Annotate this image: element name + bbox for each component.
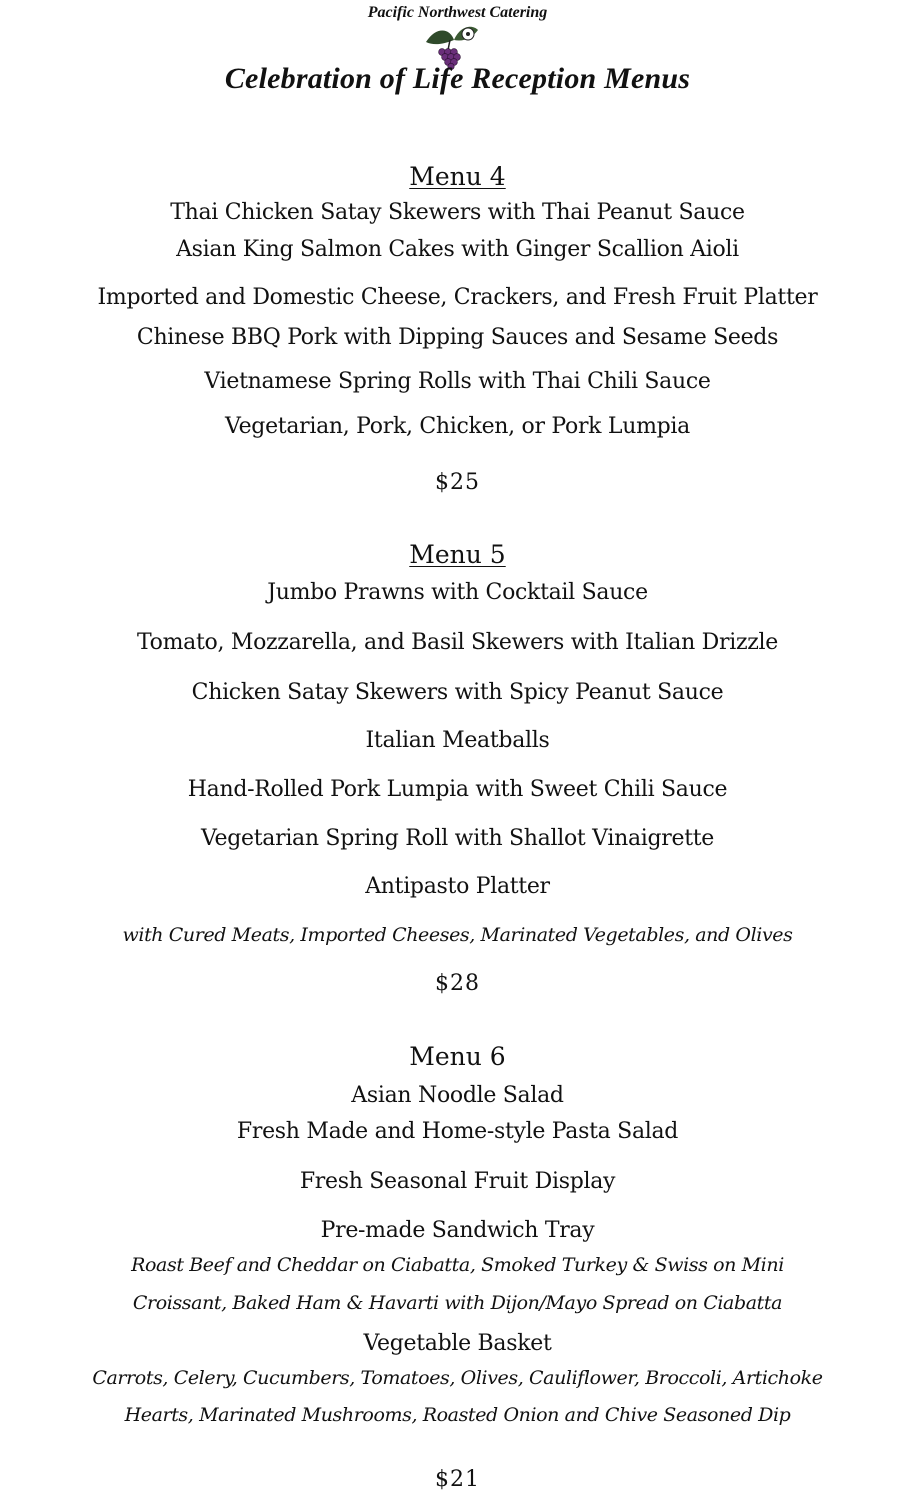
page-title: Celebration of Life Reception Menus (224, 62, 691, 95)
menu-6-note: Carrots, Celery, Cucumbers, Tomatoes, Olives, Cauliflower, Broccoli, Artichoke (92, 1367, 823, 1389)
menu-5-item: Tomato, Mozzarella, and Basil Skewers with Italian Drizzle (136, 630, 778, 655)
menu-5-item: Antipasto Platter (365, 874, 550, 899)
menu-4-item: Chinese BBQ Pork with Dipping Sauces and Sesame Seeds (136, 325, 779, 350)
menu-4-item: Vegetarian, Pork, Chicken, or Pork Lumpia (225, 414, 690, 439)
menu-5-item: Vegetarian Spring Roll with Shallot Vinaigrette (200, 826, 715, 851)
menu-5-item: Jumbo Prawns with Cocktail Sauce (267, 580, 648, 605)
menu-6-item: Fresh Made and Home-style Pasta Salad (236, 1119, 679, 1144)
menu-4-price: $25 (435, 470, 480, 495)
menu-5-price: $28 (435, 971, 480, 996)
menu-5-note: with Cured Meats, Imported Cheeses, Marinated Vegetables, and Olives (122, 924, 793, 946)
menu-4-item: Imported and Domestic Cheese, Crackers, and Fresh Fruit Platter (97, 285, 818, 310)
menu-4-heading: Menu 4 (409, 162, 506, 191)
menu-6-item: Asian Noodle Salad (351, 1083, 564, 1108)
menu-6-price: $21 (435, 1467, 480, 1492)
menu-4-item: Asian King Salmon Cakes with Ginger Scallion Aioli (176, 237, 739, 262)
menu-6-item: Fresh Seasonal Fruit Display (299, 1169, 616, 1194)
menu-6-note: Roast Beef and Cheddar on Ciabatta, Smoked Turkey & Swiss on Mini (131, 1254, 784, 1276)
menu-4-item: Thai Chicken Satay Skewers with Thai Peanut Sauce (170, 200, 745, 225)
menu-5-item: Chicken Satay Skewers with Spicy Peanut Sauce (191, 680, 724, 705)
menu-6-heading: Menu 6 (409, 1042, 506, 1071)
menu-6-item: Pre-made Sandwich Tray (320, 1218, 595, 1243)
menu-6-note: Hearts, Marinated Mushrooms, Roasted Onion and Chive Seasoned Dip (124, 1404, 791, 1426)
menu-5-item: Italian Meatballs (365, 728, 550, 753)
menu-6-item: Vegetable Basket (363, 1331, 552, 1356)
menu-5-heading: Menu 5 (409, 540, 506, 569)
menu-6-note: Croissant, Baked Ham & Havarti with Dijon/Mayo Spread on Ciabatta (132, 1292, 783, 1314)
company-name: Pacific Northwest Catering (367, 4, 548, 21)
menu-5-item: Hand-Rolled Pork Lumpia with Sweet Chili Sauce (187, 777, 728, 802)
menu-4-item: Vietnamese Spring Rolls with Thai Chili Sauce (204, 369, 711, 394)
